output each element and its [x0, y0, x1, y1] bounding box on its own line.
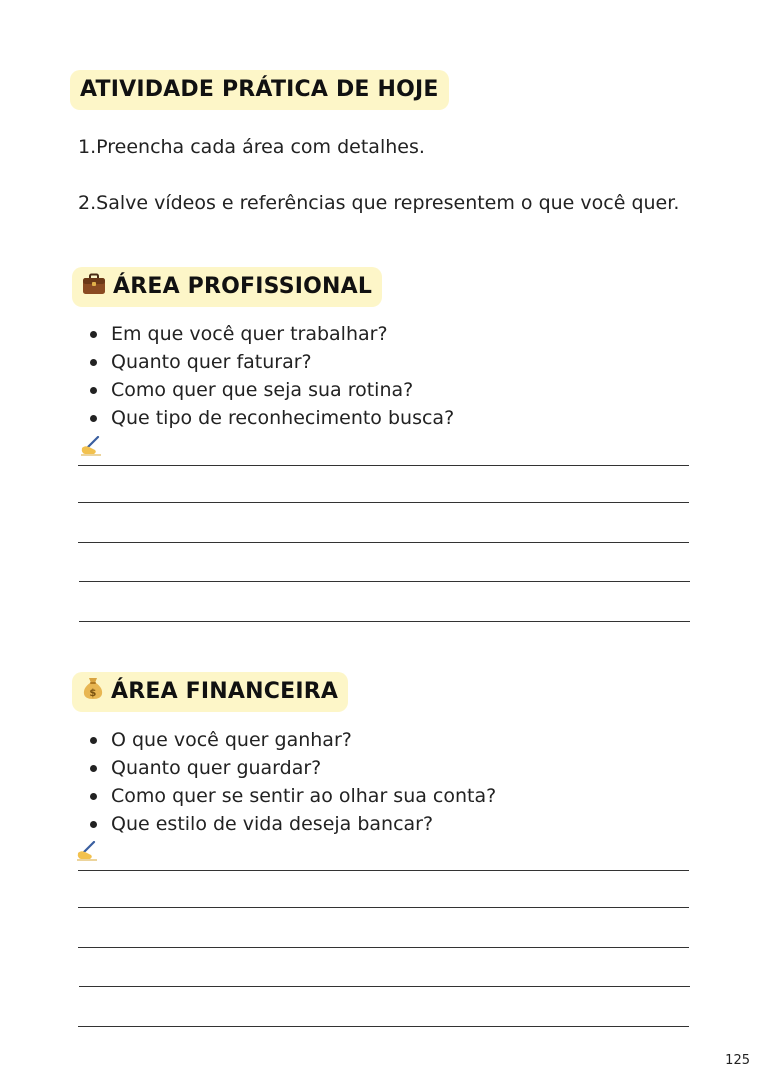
writing-line[interactable]	[79, 986, 690, 987]
questions-list-financeira	[88, 726, 496, 838]
writing-line[interactable]	[78, 542, 689, 543]
section-title-text: ÁREA PROFISSIONAL	[113, 274, 373, 299]
page-title	[70, 70, 449, 110]
instruction-2: 2.Salve vídeos e referências que representem o que você quer.	[78, 192, 680, 214]
writing-line[interactable]	[79, 581, 690, 582]
money-bag-icon	[82, 674, 104, 714]
writing-line[interactable]	[78, 465, 689, 466]
section-title-profissional	[72, 267, 382, 307]
list-item: Em que você quer trabalhar?	[88, 320, 454, 348]
page-title-text: ATIVIDADE PRÁTICA DE HOJE	[80, 77, 439, 102]
list-item: O que você quer ganhar?	[88, 726, 496, 754]
writing-hand-icon	[80, 436, 102, 456]
writing-line[interactable]	[79, 621, 690, 622]
list-item: Que estilo de vida deseja bancar?	[88, 810, 496, 838]
instruction-1: 1.Preencha cada área com detalhes.	[78, 136, 425, 158]
writing-line[interactable]	[78, 947, 689, 948]
questions-list-profissional	[88, 320, 454, 432]
list-item: Que tipo de reconhecimento busca?	[88, 404, 454, 432]
section-title-financeira	[72, 672, 348, 712]
list-item: Como quer que seja sua rotina?	[88, 376, 454, 404]
list-item: Quanto quer faturar?	[88, 348, 454, 376]
writing-line[interactable]	[78, 907, 689, 908]
page-number: 125	[725, 1053, 750, 1068]
list-item: Quanto quer guardar?	[88, 754, 496, 782]
writing-line[interactable]	[78, 1026, 689, 1027]
section-title-text: ÁREA FINANCEIRA	[111, 679, 339, 704]
writing-line[interactable]	[78, 870, 689, 871]
writing-hand-icon	[76, 841, 98, 861]
list-item: Como quer se sentir ao olhar sua conta?	[88, 782, 496, 810]
writing-line[interactable]	[78, 502, 689, 503]
briefcase-icon	[82, 269, 106, 309]
svg-text:$: $	[89, 688, 97, 699]
